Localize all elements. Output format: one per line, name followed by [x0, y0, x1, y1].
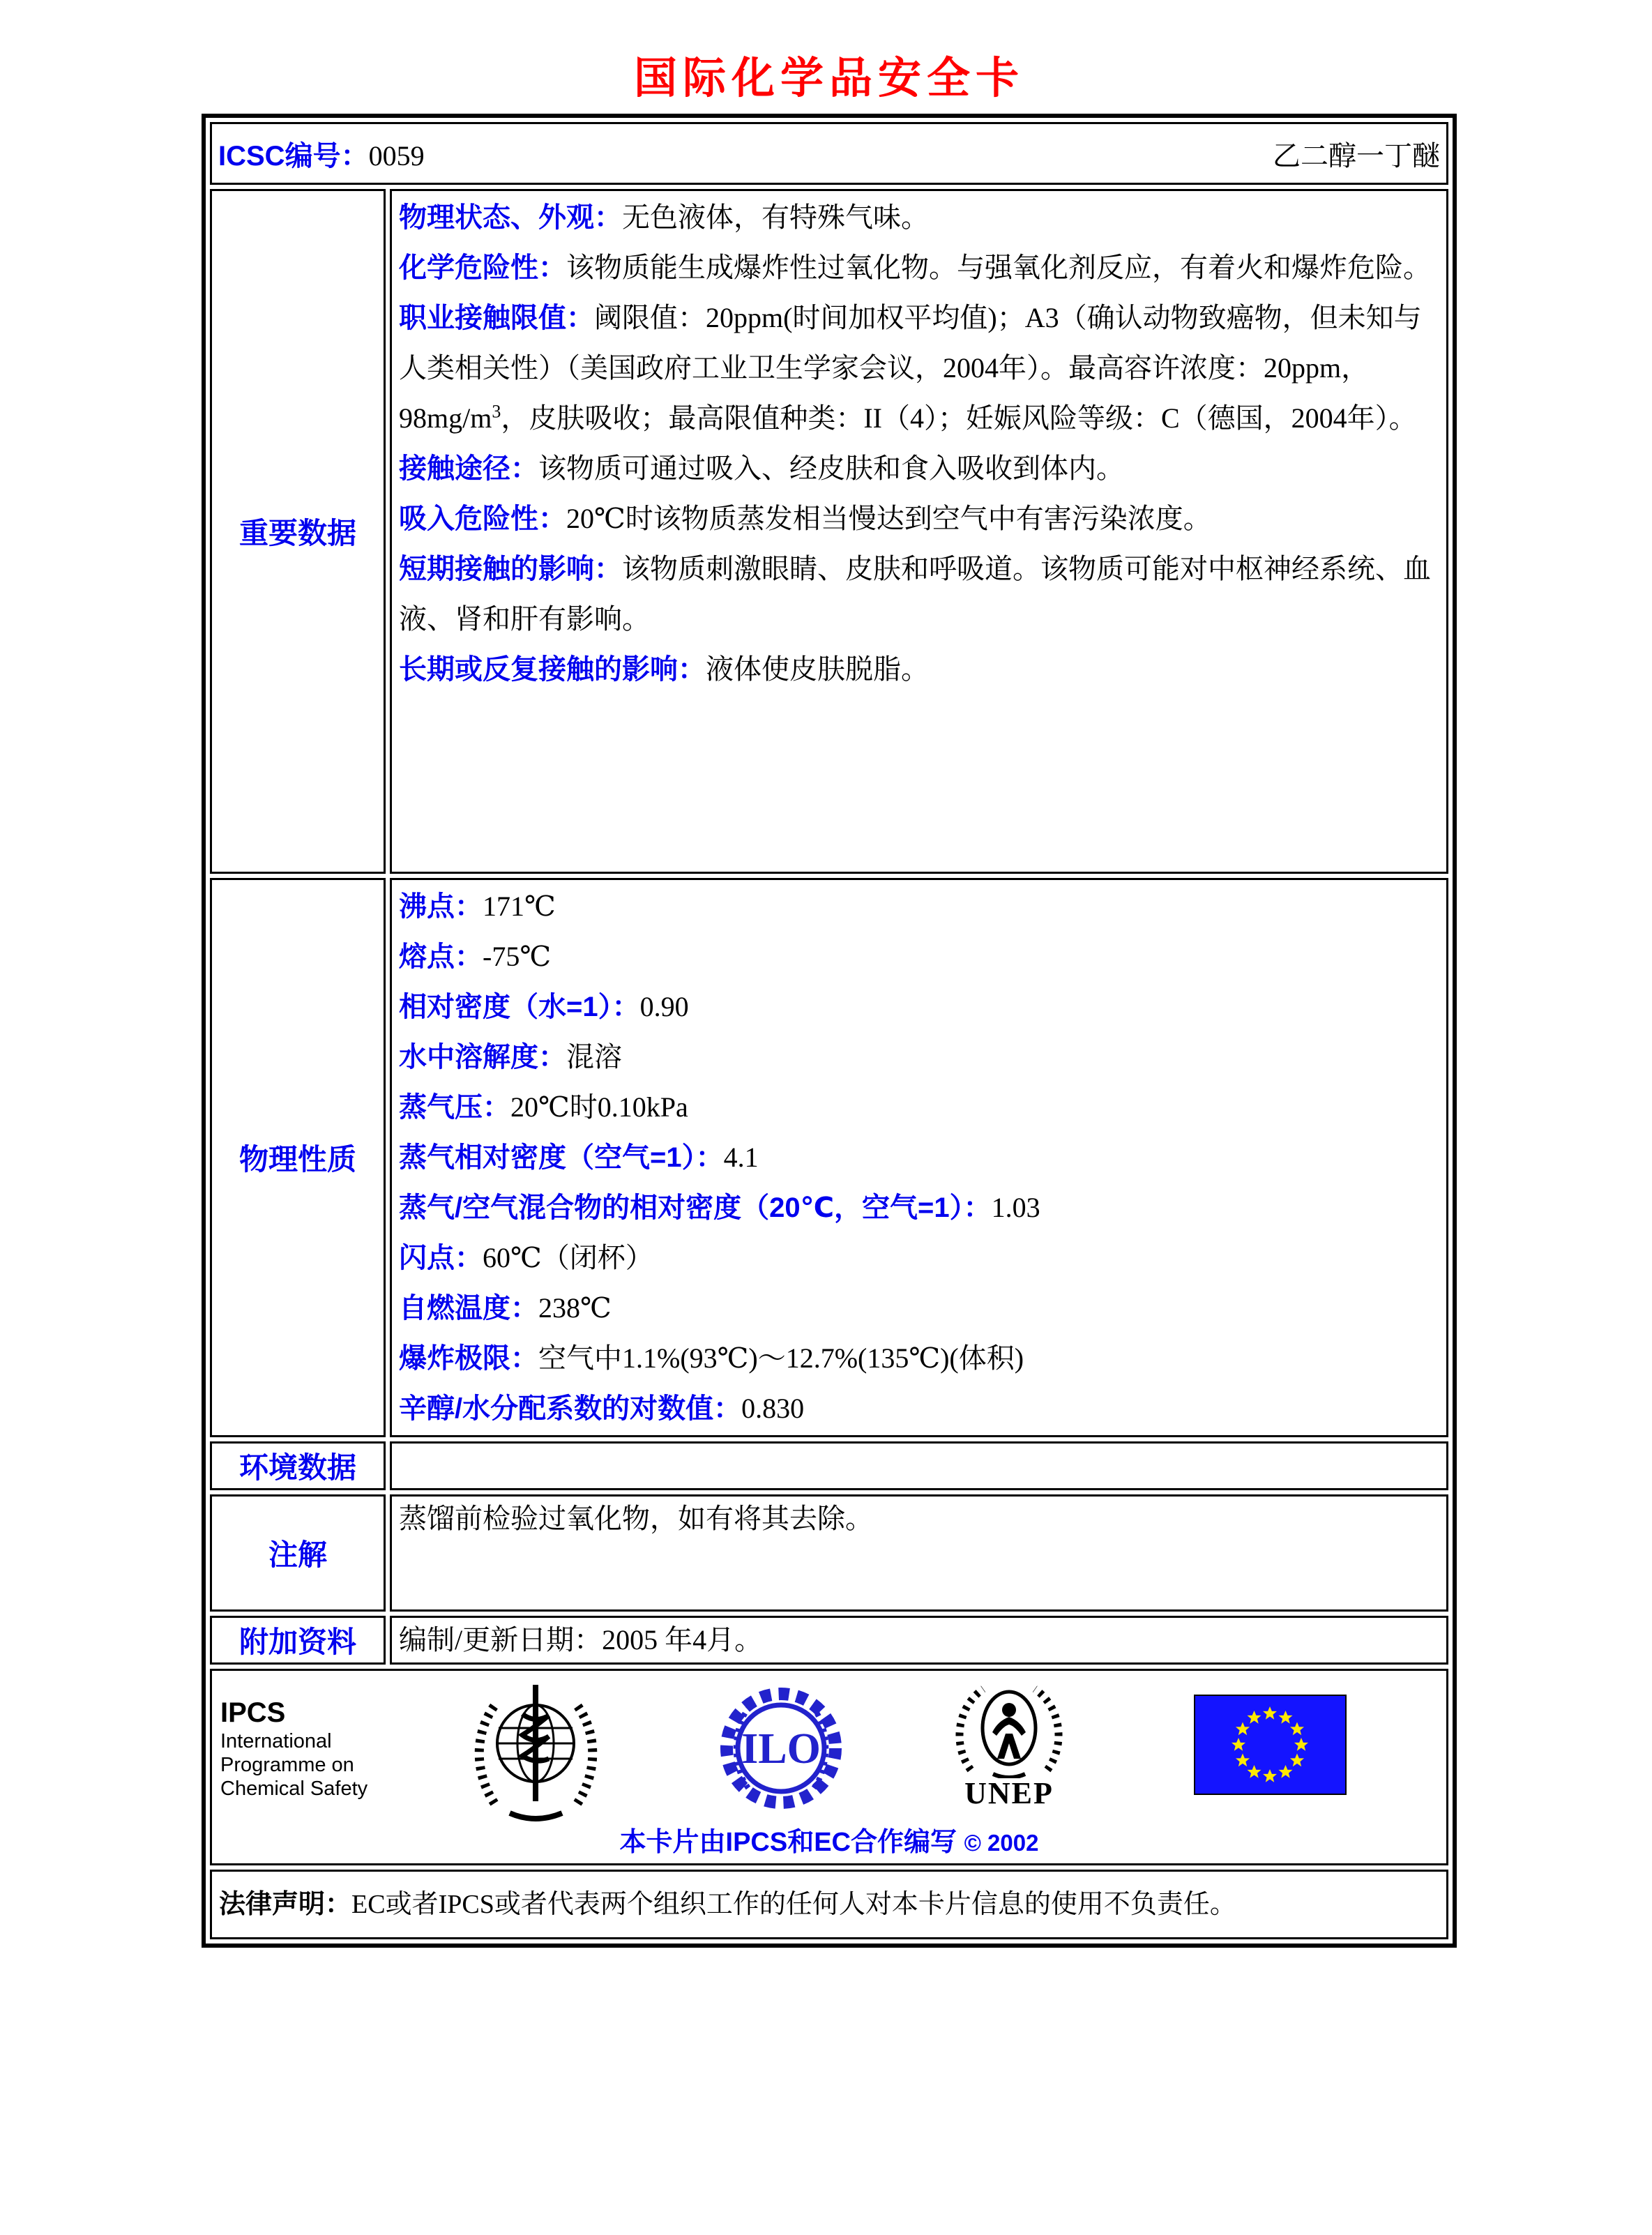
property-label: 吸入危险性： [399, 503, 566, 534]
property-line [399, 932, 1439, 982]
property-label: 爆炸极限： [399, 1343, 538, 1374]
property-value: 4.1 [723, 1142, 759, 1173]
property-label: 蒸气压： [399, 1092, 510, 1123]
property-line [399, 982, 1439, 1032]
icsc-card-table [202, 114, 1457, 1948]
property-value: 混溶 [566, 1041, 622, 1073]
property-label: 自燃温度： [399, 1293, 538, 1324]
footer-caption-text: 本卡片由IPCS和EC合作编写 [619, 1828, 957, 1857]
property-label: 物理状态、外观： [399, 202, 622, 233]
header-cell [210, 122, 1448, 185]
legal-row [210, 1870, 1448, 1939]
property-value: 该物质能生成爆炸性过氧化物。与强氧化剂反应，有着火和爆炸危险。 [566, 252, 1431, 283]
property-line [399, 644, 1439, 695]
property-line [399, 1333, 1439, 1384]
property-label: 辛醇/水分配系数的对数值： [399, 1393, 742, 1424]
who-logo-icon [468, 1679, 604, 1826]
property-label: 接触途径： [399, 453, 538, 484]
legal-label: 法律声明： [219, 1890, 352, 1919]
property-line [399, 1132, 1439, 1183]
property-value: 238℃ [538, 1292, 612, 1324]
property-line [399, 494, 1439, 544]
important-data-row-label: 重要数据 [210, 189, 386, 874]
property-line [399, 1183, 1439, 1233]
ipcs-line1: International [220, 1730, 332, 1752]
important-data-content [390, 189, 1448, 874]
property-value: 阈限值：20ppm(时间加权平均值)；A3（确认动物致癌物，但未知与人类相关性）（美国政府工业卫生学家会议，2004年）。最高容许浓度：20ppm，98mg/m [399, 302, 1422, 434]
notes-row [210, 1494, 1448, 1612]
icsc-number-group [218, 134, 425, 174]
footer-caption [212, 1820, 1446, 1858]
property-line [399, 1082, 1439, 1132]
unep-logo-icon [950, 1681, 1068, 1782]
property-value: 液体使皮肤脱脂。 [706, 653, 929, 685]
page-title: 国际化学品安全卡 [633, 54, 1024, 103]
notes-row-label: 注解 [210, 1494, 386, 1612]
superscript: 3 [492, 401, 501, 422]
property-value: 无色液体，有特殊气味。 [622, 202, 929, 233]
ipcs-text-block [220, 1696, 367, 1801]
property-line [399, 1032, 1439, 1082]
property-value: -75℃ [483, 941, 552, 972]
property-line [399, 444, 1439, 494]
important-data-row [210, 189, 1448, 874]
property-value: 20℃时0.10kPa [510, 1091, 688, 1123]
physical-properties-content [390, 878, 1448, 1437]
unep-wordmark: UNEP [964, 1776, 1054, 1810]
property-value: 171℃ [483, 891, 556, 922]
environmental-data-content [390, 1441, 1448, 1490]
footer-copyright: © 2002 [964, 1830, 1039, 1856]
property-line [399, 1283, 1439, 1333]
property-line [399, 243, 1439, 293]
footer-cell [210, 1669, 1448, 1865]
property-label: 职业接触限值： [399, 303, 594, 333]
ipcs-line2: Programme on [220, 1754, 354, 1776]
property-value: 该物质刺激眼睛、皮肤和呼吸道。该物质可能对中枢神经系统、血液、肾和肝有影响。 [399, 553, 1431, 635]
property-value: 该物质可通过吸入、经皮肤和食入吸收到体内。 [538, 453, 1124, 484]
property-label: 长期或反复接触的影响： [399, 654, 706, 685]
property-value: ，皮肤吸收；最高限值种类：II（4）；妊娠风险等级：C（德国，2004年）。 [501, 402, 1417, 434]
legal-cell [210, 1870, 1448, 1939]
property-label: 蒸气/空气混合物的相对密度（20℃，空气=1）： [399, 1192, 992, 1223]
property-label: 沸点： [399, 891, 483, 922]
property-line [399, 881, 1439, 932]
property-value: 0.90 [639, 991, 689, 1022]
eu-flag-icon [1194, 1695, 1347, 1798]
property-value: 空气中1.1%(93℃)～12.7%(135℃)(体积) [538, 1342, 1024, 1374]
ilo-logo-icon [715, 1685, 847, 1815]
physical-properties-row-label: 物理性质 [210, 878, 386, 1437]
legal-text: EC或者IPCS或者代表两个组织工作的任何人对本卡片信息的使用不负责任。 [351, 1890, 1236, 1919]
property-value: 0.830 [741, 1393, 805, 1424]
svg-text:ILO: ILO [741, 1725, 821, 1773]
property-label: 蒸气相对密度（空气=1）： [399, 1142, 724, 1173]
chemical-name: 乙二醇一丁醚 [1273, 139, 1440, 172]
ipcs-line3: Chemical Safety [220, 1778, 368, 1800]
ipcs-acronym: IPCS [220, 1697, 286, 1728]
property-line [399, 544, 1439, 644]
property-line [399, 293, 1439, 444]
property-label: 闪点： [399, 1243, 483, 1273]
additional-info-row [210, 1616, 1448, 1665]
property-line [399, 192, 1439, 243]
property-label: 短期接触的影响： [399, 554, 622, 584]
additional-info-content: 编制/更新日期：2005 年4月。 [390, 1616, 1448, 1665]
environmental-data-row-label: 环境数据 [210, 1441, 386, 1490]
notes-content: 蒸馏前检验过氧化物，如有将其去除。 [390, 1494, 1448, 1612]
property-label: 化学危险性： [399, 252, 566, 283]
environmental-data-row [210, 1441, 1448, 1490]
icsc-number-value: 0059 [368, 139, 425, 172]
property-value: 1.03 [991, 1192, 1040, 1223]
property-value: 20℃时该物质蒸发相当慢达到空气中有害污染浓度。 [566, 503, 1211, 534]
property-value: 60℃（闭杯） [483, 1242, 653, 1273]
footer-row [210, 1669, 1448, 1865]
additional-info-row-label: 附加资料 [210, 1616, 386, 1665]
property-label: 相对密度（水=1）： [399, 992, 640, 1022]
icsc-number-label: ICSC编号： [218, 140, 369, 172]
property-label: 水中溶解度： [399, 1042, 566, 1073]
property-line [399, 1233, 1439, 1283]
physical-properties-row [210, 878, 1448, 1437]
header-row [210, 122, 1448, 185]
property-line [399, 1384, 1439, 1434]
property-label: 熔点： [399, 941, 483, 972]
